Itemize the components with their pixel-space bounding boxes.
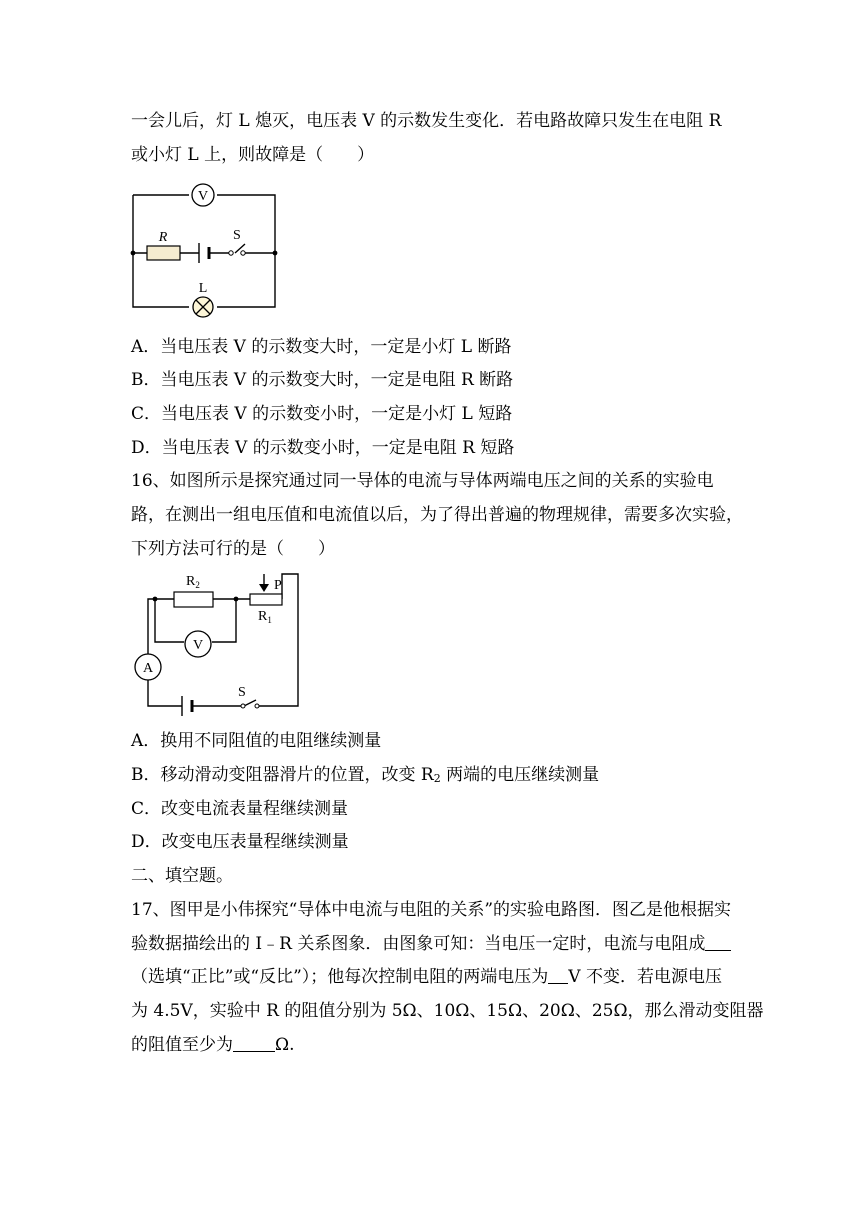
q16-option-c: C．改变电流表量程继续测量 <box>131 799 349 819</box>
q16-text-line-1: 16、如图所示是探究通过同一导体的电流与导体两端电压之间的关系的实验电 <box>131 471 714 491</box>
q15-circuit-diagram <box>125 180 285 320</box>
switch-icon <box>229 251 233 255</box>
section-heading-fill-in: 二、填空题。 <box>131 866 233 886</box>
r1-label: $R_1$ <box>258 609 272 625</box>
ammeter-icon <box>135 654 161 680</box>
slider-label: P <box>274 578 282 593</box>
q17-text-line-1: 17、图甲是小伟探究“导体中电流与电阻的关系”的实验电路图．图乙是他根据实 <box>131 900 732 920</box>
q15-text-line-1: 一会儿后，灯 L 熄灭，电压表 V 的示数发生变化．若电路故障只发生在电阻 R <box>131 111 722 131</box>
switch-label-2: S <box>238 685 246 700</box>
switch-icon <box>241 704 245 708</box>
q15-text-line-2: 或小灯 L 上，则故障是（ ） <box>131 145 375 165</box>
answer-blank-2 <box>548 967 568 984</box>
q16-text-line-2: 路，在测出一组电压值和电流值以后，为了得出普遍的物理规律，需要多次实验， <box>131 505 743 525</box>
resistor-label: R <box>158 230 168 245</box>
q15-option-c: C．当电压表 V 的示数变小时，一定是小灯 L 短路 <box>131 404 513 424</box>
q15-option-a: A．当电压表 V 的示数变大时，一定是小灯 L 断路 <box>131 337 512 357</box>
lamp-label: L <box>198 281 208 296</box>
resistor-r2-icon <box>174 592 213 607</box>
voltmeter-label-2: V <box>192 638 204 653</box>
slider-arrow-icon <box>259 584 269 592</box>
q16-option-b: B．移动滑动变阻器滑片的位置，改变 $R_2$ 两端的电压继续测量 <box>131 765 600 785</box>
r2-label: $R_2$ <box>186 574 200 590</box>
q17-text-line-2: 验数据描绘出的 I﹣R 关系图象．由图象可知：当电压一定时，电流与电阻成 <box>131 933 731 955</box>
q15-option-b: B．当电压表 V 的示数变大时，一定是电阻 R 断路 <box>131 370 514 390</box>
q17-text-line-3: （选填“正比”或“反比”）；他每次控制电阻的两端电压为 V 不变．若电源电压 <box>131 967 722 987</box>
resistor-r1-icon <box>250 594 282 605</box>
ammeter-label: A <box>142 661 154 676</box>
q17-text-line-4: 为 4.5V，实验中 R 的阻值分别为 5Ω、10Ω、15Ω、20Ω、25Ω，那么滑动变阻器 <box>131 1001 764 1021</box>
voltmeter-icon <box>185 631 211 657</box>
voltmeter-label: V <box>197 189 209 204</box>
q15-option-d: D．当电压表 V 的示数变小时，一定是电阻 R 短路 <box>131 438 515 458</box>
q16-text-line-3: 下列方法可行的是（ ） <box>131 539 335 559</box>
resistor-r-icon <box>147 246 180 260</box>
q16-option-d: D．改变电压表量程继续测量 <box>131 832 349 852</box>
q17-text-line-5: 的阻值至少为 Ω. <box>131 1035 295 1055</box>
answer-blank-3 <box>233 1035 275 1052</box>
voltmeter-icon <box>192 184 214 206</box>
q16-circuit-diagram <box>130 568 305 718</box>
answer-blank-1 <box>705 934 731 951</box>
q16-option-a: A．换用不同阻值的电阻继续测量 <box>131 731 382 751</box>
lamp-icon <box>193 297 213 317</box>
switch-label: S <box>233 228 241 243</box>
